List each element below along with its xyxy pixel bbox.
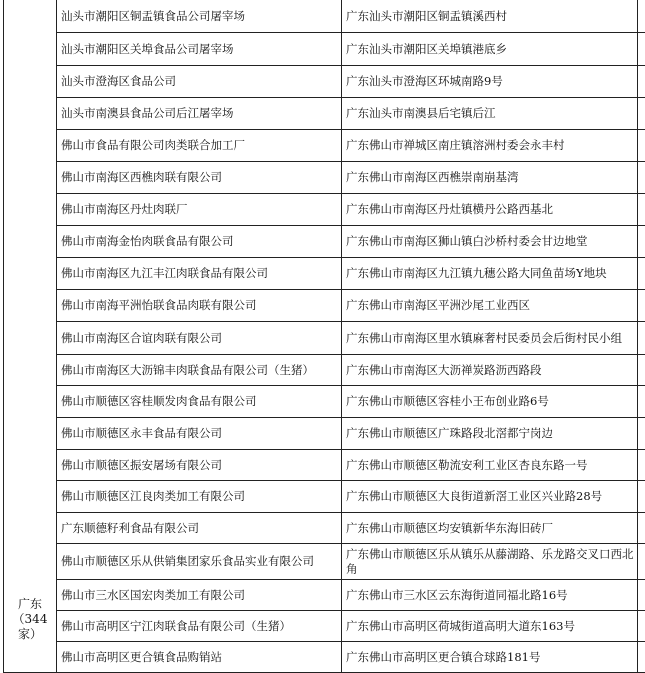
blank-cell (638, 386, 645, 418)
company-name: 佛山市南海区合谊肉联有限公司 (57, 322, 342, 355)
province-count-suffix: 家） (4, 627, 56, 642)
table-row (4, 322, 645, 355)
company-address: 广东佛山市顺德区均安镇新华东海旧砖厂 (342, 513, 638, 544)
company-address: 广东佛山市南海区大沥禅炭路沥西路段 (342, 355, 638, 386)
company-address: 广东佛山市顺德区容桂小王布创业路6号 (342, 386, 638, 418)
blank-cell (638, 33, 645, 66)
blank-cell (638, 544, 645, 580)
company-address: 广东汕头市澄海区环城南路9号 (342, 66, 638, 98)
table-row (4, 513, 645, 544)
table-row (4, 450, 645, 481)
company-address: 广东佛山市南海区狮山镇白沙桥村委会甘边地堂 (342, 226, 638, 258)
table-row (4, 162, 645, 194)
blank-cell (638, 355, 645, 386)
table-row (4, 386, 645, 418)
table-row (4, 544, 645, 580)
company-address: 广东佛山市顺德区广珠路段北滘都宁岗边 (342, 418, 638, 450)
blank-cell (638, 226, 645, 258)
company-name: 佛山市高明区更合镇食品购销站 (57, 642, 342, 673)
company-name: 佛山市顺德区乐从供销集团家乐食品实业有限公司 (57, 544, 342, 580)
blank-cell (638, 98, 645, 130)
table-row (4, 355, 645, 386)
company-name: 佛山市南海金怡肉联食品有限公司 (57, 226, 342, 258)
blank-cell (638, 162, 645, 194)
table-row (4, 418, 645, 450)
table-row (4, 0, 645, 33)
table-row (4, 611, 645, 642)
table-row (4, 130, 645, 162)
slaughterhouse-table (3, 0, 645, 673)
company-name: 佛山市南海平洲怡联食品肉联有限公司 (57, 290, 342, 322)
company-address: 广东佛山市顺德区大良街道新滘工业区兴业路28号 (342, 481, 638, 513)
blank-cell (638, 130, 645, 162)
table-row (4, 226, 645, 258)
company-name: 佛山市顺德区永丰食品有限公司 (57, 418, 342, 450)
company-name: 汕头市潮阳区关埠食品公司屠宰场 (57, 33, 342, 66)
company-name: 佛山市食品有限公司肉类联合加工厂 (57, 130, 342, 162)
company-address: 广东佛山市三水区云东海街道同福北路16号 (342, 580, 638, 611)
company-address: 广东汕头市南澳县后宅镇后江 (342, 98, 638, 130)
company-name: 佛山市南海区丹灶肉联厂 (57, 194, 342, 226)
table-row (4, 66, 645, 98)
table-row (4, 642, 645, 673)
blank-cell (638, 481, 645, 513)
table-row (4, 33, 645, 66)
table-row (4, 290, 645, 322)
blank-cell (638, 450, 645, 481)
company-address: 广东佛山市南海区里水镇麻奢村民委员会后街村民小组 (342, 322, 638, 355)
company-address: 广东佛山市南海区平洲沙尾工业西区 (342, 290, 638, 322)
province-cell (4, 0, 57, 673)
blank-cell (638, 0, 645, 33)
company-name: 佛山市顺德区江良肉类加工有限公司 (57, 481, 342, 513)
company-name: 佛山市高明区宁江肉联食品有限公司（生猪） (57, 611, 342, 642)
table-row (4, 194, 645, 226)
company-address: 广东佛山市南海区西樵崇南崩基湾 (342, 162, 638, 194)
blank-cell (638, 290, 645, 322)
company-address: 广东佛山市南海区丹灶镇横丹公路西基北 (342, 194, 638, 226)
blank-cell (638, 258, 645, 290)
company-address: 广东汕头市潮阳区铜盂镇溪西村 (342, 0, 638, 33)
company-address: 广东佛山市南海区九江镇九穗公路大同鱼苗场Y地块 (342, 258, 638, 290)
table-row (4, 258, 645, 290)
company-name: 佛山市南海区大沥锦丰肉联食品有限公司（生猪） (57, 355, 342, 386)
company-address: 广东佛山市高明区荷城街道高明大道东163号 (342, 611, 638, 642)
company-name: 佛山市南海区西樵肉联有限公司 (57, 162, 342, 194)
blank-cell (638, 580, 645, 611)
province-name: 广东 (4, 597, 56, 612)
blank-cell (638, 418, 645, 450)
blank-cell (638, 513, 645, 544)
table-row (4, 98, 645, 130)
blank-cell (638, 322, 645, 355)
company-name: 佛山市顺德区振安屠场有限公司 (57, 450, 342, 481)
company-address: 广东汕头市潮阳区关埠镇港底乡 (342, 33, 638, 66)
table-row (4, 481, 645, 513)
company-address: 广东佛山市顺德区乐从镇乐从藤湖路、乐龙路交叉口西北角 (342, 544, 638, 580)
blank-cell (638, 611, 645, 642)
company-name: 佛山市顺德区容桂顺发肉食品有限公司 (57, 386, 342, 418)
company-name: 佛山市三水区国宏肉类加工有限公司 (57, 580, 342, 611)
company-name: 汕头市澄海区食品公司 (57, 66, 342, 98)
company-address: 广东佛山市禅城区南庄镇溶洲村委会永丰村 (342, 130, 638, 162)
blank-cell (638, 642, 645, 673)
company-name: 广东顺德籽利食品有限公司 (57, 513, 342, 544)
company-name: 汕头市南澳县食品公司后江屠宰场 (57, 98, 342, 130)
company-address: 广东佛山市高明区更合镇合球路181号 (342, 642, 638, 673)
blank-cell (638, 194, 645, 226)
company-address: 广东佛山市顺德区勒流安利工业区杏良东路一号 (342, 450, 638, 481)
blank-cell (638, 66, 645, 98)
company-name: 汕头市潮阳区铜盂镇食品公司屠宰场 (57, 0, 342, 33)
table-row (4, 580, 645, 611)
company-name: 佛山市南海区九江丰江肉联食品有限公司 (57, 258, 342, 290)
province-count: （344 (4, 612, 56, 627)
